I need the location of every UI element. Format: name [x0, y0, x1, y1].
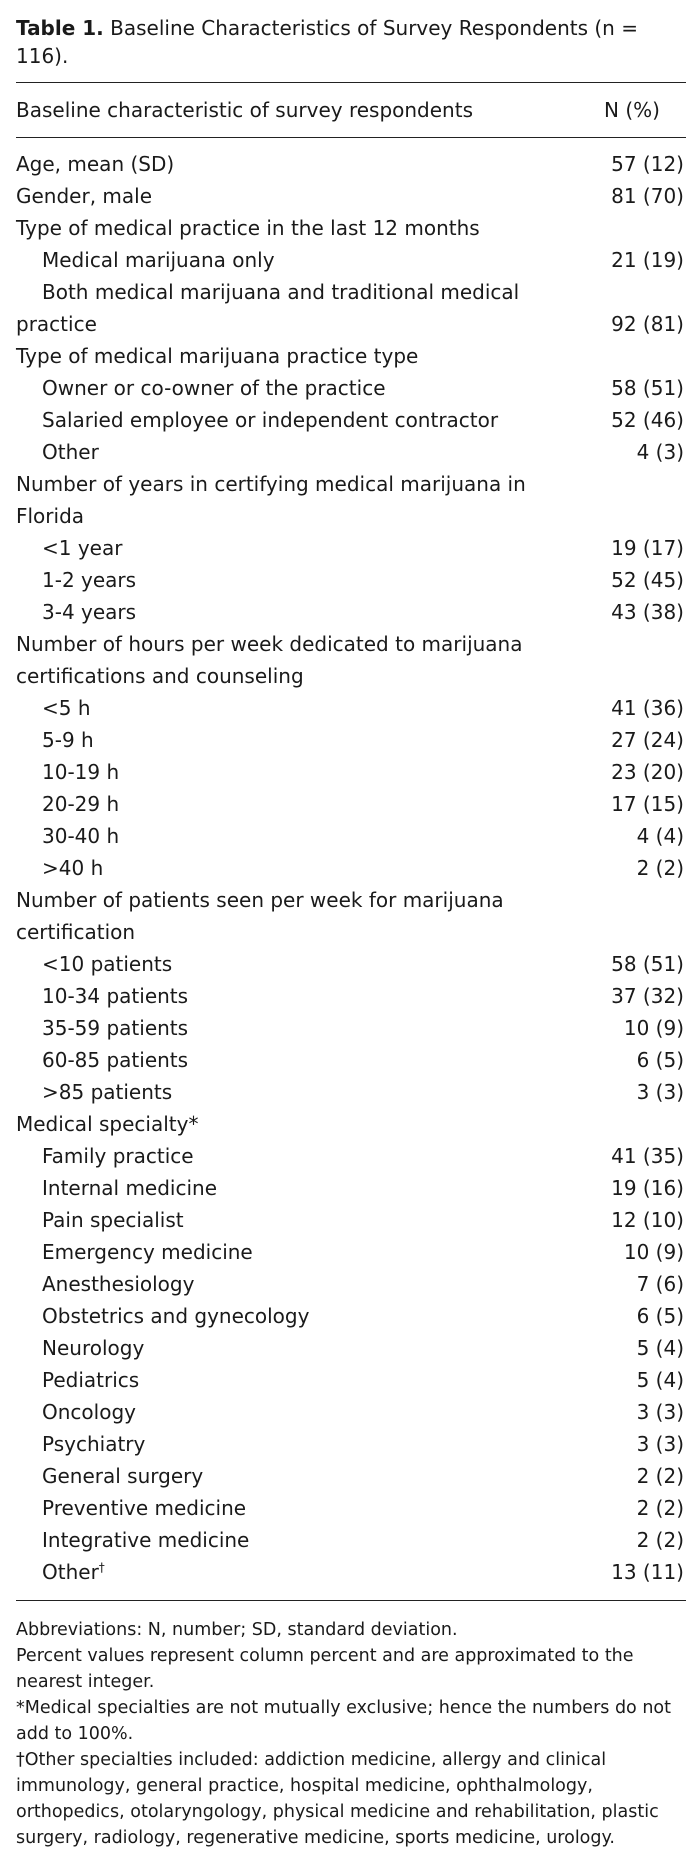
row-label-text: Number of patients seen per week for marijuana certification	[16, 888, 504, 944]
table-row	[16, 564, 686, 596]
baseline-table	[16, 82, 686, 1601]
row-label-text: 10-19 h	[42, 760, 120, 784]
row-label-text: Internal medicine	[42, 1176, 218, 1200]
row-label-text: Oncology	[42, 1400, 136, 1424]
table-row	[16, 1044, 686, 1076]
table-row	[16, 1428, 686, 1460]
row-sublabel	[16, 1492, 596, 1524]
row-label-text: Pediatrics	[42, 1368, 140, 1392]
row-value: 3 (3)	[636, 1432, 684, 1456]
table-row	[16, 1268, 686, 1300]
row-label	[16, 212, 596, 244]
row-sublabel	[16, 1396, 596, 1428]
row-sublabel	[16, 1428, 596, 1460]
row-value: 13 (11)	[611, 1560, 684, 1584]
row-sublabel	[16, 820, 596, 852]
table-row	[16, 884, 686, 948]
row-value: 43 (38)	[611, 600, 684, 624]
row-value: 12 (10)	[611, 1208, 684, 1232]
row-sublabel	[16, 692, 596, 724]
table-row	[16, 852, 686, 884]
row-sublabel	[16, 756, 596, 788]
row-value: 27 (24)	[611, 728, 684, 752]
table-row	[16, 724, 686, 756]
table-row	[16, 532, 686, 564]
row-value: 4 (3)	[636, 440, 684, 464]
row-label-text: Psychiatry	[42, 1432, 146, 1456]
table-row	[16, 1492, 686, 1524]
row-label-text: Medical marijuana only	[42, 248, 275, 272]
row-label-text: 60-85 patients	[42, 1048, 189, 1072]
row-label	[16, 468, 596, 532]
table-row	[16, 1204, 686, 1236]
row-sublabel	[16, 596, 596, 628]
row-value: 4 (4)	[636, 824, 684, 848]
table-row	[16, 692, 686, 724]
row-value: 6 (5)	[636, 1048, 684, 1072]
table-row	[16, 1076, 686, 1108]
table-row	[16, 404, 686, 436]
table-body	[16, 138, 686, 1601]
row-value: 21 (19)	[611, 248, 684, 272]
row-label	[16, 138, 596, 181]
row-label-text: General surgery	[42, 1464, 204, 1488]
row-label-text: 35-59 patients	[42, 1016, 189, 1040]
row-value: 10 (9)	[623, 1016, 684, 1040]
row-label-text: Preventive medicine	[42, 1496, 247, 1520]
row-value: 92 (81)	[611, 312, 684, 336]
row-value: 19 (17)	[611, 536, 684, 560]
row-label-text: Number of hours per week dedicated to marijuana certifications and counseling	[16, 632, 523, 688]
row-sublabel	[16, 1204, 596, 1236]
row-value: 10 (9)	[623, 1240, 684, 1264]
table-row	[16, 756, 686, 788]
table-title: Baseline Characteristics of Survey Respondents (n = 116).	[16, 16, 638, 68]
row-label	[16, 180, 596, 212]
row-label-text: Obstetrics and gynecology	[42, 1304, 310, 1328]
table-row	[16, 468, 686, 532]
table-row	[16, 1556, 686, 1601]
row-label-text: <10 patients	[42, 952, 173, 976]
table-label: Table 1.	[16, 16, 104, 40]
row-sublabel	[16, 1364, 596, 1396]
row-sublabel	[16, 532, 596, 564]
row-label-text: Number of years in certifying medical marijuana in Florida	[16, 472, 526, 528]
table-row	[16, 276, 686, 340]
row-label-text: Other	[42, 1560, 99, 1584]
row-label-text: 10-34 patients	[42, 984, 189, 1008]
row-value: 57 (12)	[611, 152, 684, 176]
row-sublabel	[16, 564, 596, 596]
row-value	[596, 884, 686, 948]
row-value: 2 (2)	[636, 1496, 684, 1520]
row-sublabel	[16, 724, 596, 756]
table-row	[16, 1332, 686, 1364]
row-label	[16, 1108, 596, 1140]
row-label-text: <5 h	[42, 696, 91, 720]
row-label-text: Anesthesiology	[42, 1272, 195, 1296]
row-value: 37 (32)	[611, 984, 684, 1008]
table-row	[16, 212, 686, 244]
table-row	[16, 628, 686, 692]
row-label-text: 3-4 years	[42, 600, 137, 624]
row-sublabel	[16, 1044, 596, 1076]
row-label-text: Other	[42, 440, 99, 464]
table-row	[16, 1012, 686, 1044]
row-value: 23 (20)	[611, 760, 684, 784]
row-label-text: Gender, male	[16, 184, 153, 208]
row-sublabel	[16, 1300, 596, 1332]
row-value: 58 (51)	[611, 376, 684, 400]
table-notes	[16, 1617, 686, 1851]
table-row	[16, 340, 686, 372]
row-sublabel	[16, 1332, 596, 1364]
row-value: 5 (4)	[636, 1368, 684, 1392]
row-value	[596, 628, 686, 692]
table-row	[16, 948, 686, 980]
footnote-marker: †	[98, 1560, 105, 1575]
row-value: 5 (4)	[636, 1336, 684, 1360]
row-label-text: 20-29 h	[42, 792, 120, 816]
row-sublabel	[16, 1268, 596, 1300]
row-label	[16, 628, 596, 692]
row-label-text: Integrative medicine	[42, 1528, 250, 1552]
table-row	[16, 1460, 686, 1492]
row-value	[596, 340, 686, 372]
table-row	[16, 180, 686, 212]
row-value: 58 (51)	[611, 952, 684, 976]
note-abbreviations: Abbreviations: N, number; SD, standard deviation.	[16, 1620, 458, 1640]
table-row	[16, 1108, 686, 1140]
row-value	[596, 468, 686, 532]
row-value: 7 (6)	[636, 1272, 684, 1296]
row-value: 6 (5)	[636, 1304, 684, 1328]
table-header-row	[16, 83, 686, 138]
row-sublabel	[16, 1076, 596, 1108]
row-sublabel	[16, 436, 596, 468]
table-row	[16, 596, 686, 628]
row-sublabel	[16, 1556, 596, 1601]
row-label-text: Both medical marijuana and traditional medical practice	[16, 280, 520, 336]
table-row	[16, 1300, 686, 1332]
row-value: 2 (2)	[636, 1464, 684, 1488]
row-label-text: <1 year	[42, 536, 123, 560]
row-label-text: Neurology	[42, 1336, 145, 1360]
row-label-text: Salaried employee or independent contractor	[42, 408, 499, 432]
row-sublabel	[16, 1236, 596, 1268]
row-label	[16, 340, 596, 372]
row-label-text: Medical specialty*	[16, 1112, 199, 1136]
row-value: 41 (36)	[611, 696, 684, 720]
table-row	[16, 436, 686, 468]
table-row	[16, 244, 686, 276]
table-caption	[16, 14, 656, 70]
table-row	[16, 788, 686, 820]
row-label-text: 30-40 h	[42, 824, 120, 848]
row-value: 2 (2)	[636, 1528, 684, 1552]
row-sublabel	[16, 1460, 596, 1492]
row-sublabel	[16, 980, 596, 1012]
row-sublabel	[16, 404, 596, 436]
table-row	[16, 1364, 686, 1396]
row-sublabel	[16, 1140, 596, 1172]
note-percent: Percent values represent column percent and are approximated to the nearest integer.	[16, 1646, 634, 1692]
table-row	[16, 820, 686, 852]
row-label-text: Age, mean (SD)	[16, 152, 175, 176]
row-value: 19 (16)	[611, 1176, 684, 1200]
header-n-percent: N (%)	[604, 98, 660, 122]
row-value: 17 (15)	[611, 792, 684, 816]
row-label-text: >40 h	[42, 856, 104, 880]
row-value	[596, 1108, 686, 1140]
row-value: 81 (70)	[611, 184, 684, 208]
row-label-text: Type of medical marijuana practice type	[16, 344, 419, 368]
row-label-text: Owner or co-owner of the practice	[42, 376, 386, 400]
row-sublabel	[16, 852, 596, 884]
row-label-text: >85 patients	[42, 1080, 173, 1104]
row-value: 52 (45)	[611, 568, 684, 592]
row-sublabel	[16, 244, 596, 276]
row-value: 41 (35)	[611, 1144, 684, 1168]
row-sublabel	[16, 1524, 596, 1556]
note-specialties: *Medical specialties are not mutually exclusive; hence the numbers do not add to 100%.	[16, 1698, 671, 1744]
row-label	[16, 884, 596, 948]
table-row	[16, 1396, 686, 1428]
row-value: 2 (2)	[636, 856, 684, 880]
row-value: 3 (3)	[636, 1400, 684, 1424]
row-value: 3 (3)	[636, 1080, 684, 1104]
row-label-text: Family practice	[42, 1144, 194, 1168]
header-characteristic: Baseline characteristic of survey respondents	[16, 98, 473, 122]
table-row	[16, 1236, 686, 1268]
row-label-text: Emergency medicine	[42, 1240, 253, 1264]
note-other-specialties: †Other specialties included: addiction medicine, allergy and clinical immunology, general practice, hospital medicine, ophthalmology, orthopedics, otolaryngology, physical medicine and rehabilitation, plastic surgery, radiology, regenerative medicine, sports medicine, urology.	[16, 1750, 659, 1848]
table-row	[16, 1140, 686, 1172]
table-row	[16, 1524, 686, 1556]
row-sublabel	[16, 1012, 596, 1044]
row-label-text: Type of medical practice in the last 12 months	[16, 216, 480, 240]
row-value: 52 (46)	[611, 408, 684, 432]
table-row	[16, 138, 686, 181]
row-sublabel	[16, 788, 596, 820]
row-label-text: 1-2 years	[42, 568, 137, 592]
row-sublabel	[16, 372, 596, 404]
row-sublabel	[16, 276, 596, 340]
table-row	[16, 1172, 686, 1204]
row-label-text: 5-9 h	[42, 728, 94, 752]
row-sublabel	[16, 1172, 596, 1204]
table-row	[16, 372, 686, 404]
row-value	[596, 212, 686, 244]
row-sublabel	[16, 948, 596, 980]
row-label-text: Pain specialist	[42, 1208, 184, 1232]
table-row	[16, 980, 686, 1012]
